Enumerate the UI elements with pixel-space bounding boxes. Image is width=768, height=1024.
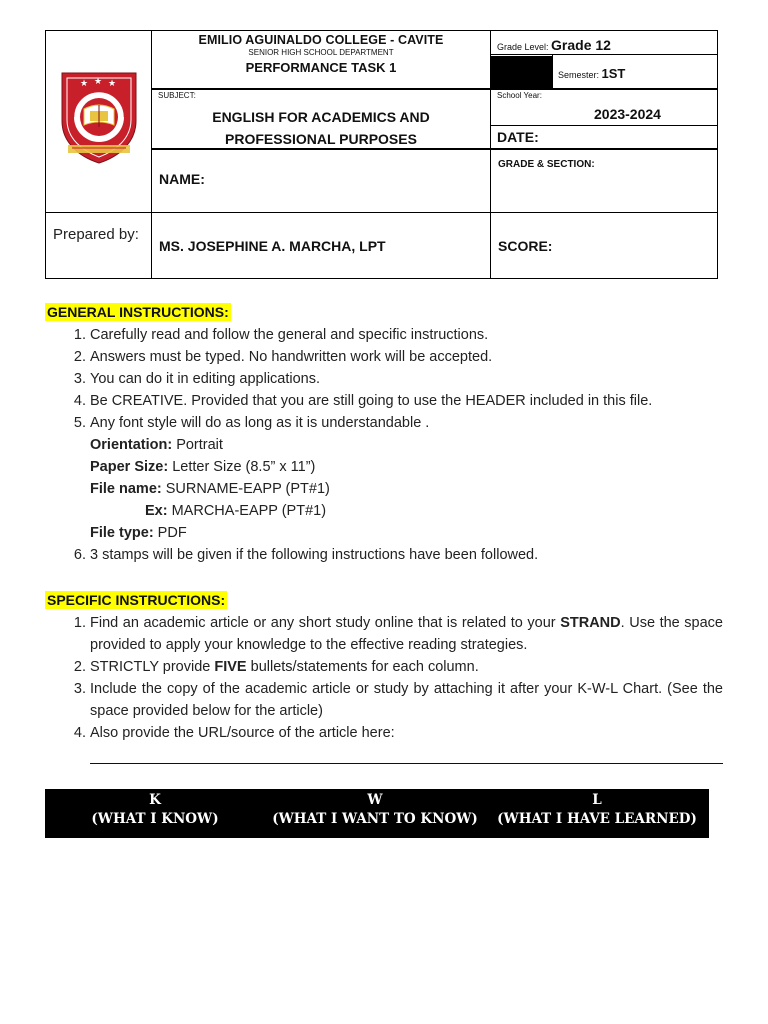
name-field-label: NAME: [159,171,205,187]
paper-size-line [90,456,723,478]
list-item [90,612,723,656]
svg-text:★: ★ [80,79,89,89]
semester [558,66,625,81]
list-item [90,412,723,544]
svg-text:★: ★ [108,79,117,89]
kwl-chart-header [45,789,709,838]
divider [151,88,717,90]
list-item: 4. Also provide the URL/source of the article here: [90,722,723,744]
divider [490,125,717,126]
specific-instructions-list [66,612,723,744]
general-instructions-list [66,324,723,566]
score-label: SCORE: [498,238,553,254]
list-item [90,656,723,678]
grade-level [497,37,611,53]
kwl-column-k [75,791,235,829]
kwl-caption: (WHAT I KNOW) [91,811,219,827]
general-instructions-heading: GENERAL INSTRUCTIONS: [47,304,229,320]
subject-line-2: PROFESSIONAL PURPOSES [225,131,417,147]
grade-level-value: Grade 12 [551,37,611,53]
school-year-label: School Year: [497,91,542,100]
example-label: Ex: [145,503,168,519]
text-run: . Use the space provided to apply your knowledge to the effective reading strategies. [90,615,723,653]
header-table [45,30,718,279]
department-name: SENIOR HIGH SCHOOL DEPARTMENT [248,48,394,57]
text-run: STRICTLY provide [90,659,215,675]
subject-title [152,106,490,150]
example-value: MARCHA-EAPP (PT#1) [167,503,327,519]
kwl-letter: L [592,792,602,808]
kwl-caption: (WHAT I HAVE LEARNED) [497,811,697,827]
list-item: 3. Include the copy of the academic article or study by attaching it after your K-W-L Chart. (See the space provided below for the article) [90,678,723,722]
divider [490,54,717,55]
file-type-value: PDF [153,525,187,541]
paper-size-label: Paper Size: [90,459,169,475]
school-block [152,33,490,75]
example-line [90,500,723,522]
kwl-column-w [270,791,480,829]
orientation-line [90,434,723,456]
subject-label: SUBJECT: [158,91,196,100]
text-run: bullets/statements for each column. [246,659,479,675]
five-emphasis: FIVE [214,659,247,675]
text-run: Find an academic article or any short study online that is related to your [90,615,561,631]
divider [46,212,717,213]
file-name-label: File name: [90,481,162,497]
school-year-value: 2023-2024 [594,106,661,122]
list-item: 3. You can do it in editing applications. [90,368,723,390]
kwl-letter: W [367,792,383,808]
logo-cell [46,31,152,212]
grade-section-label: GRADE & SECTION: [498,159,595,170]
semester-value: 1ST [601,66,626,81]
svg-text:★: ★ [94,77,103,87]
file-type-line [90,522,723,544]
prepared-by-label: Prepared by: [53,226,139,243]
url-answer-line[interactable] [90,763,723,764]
specific-instructions-heading: SPECIFIC INSTRUCTIONS: [47,592,226,608]
semester-label: Semester: [558,70,600,80]
paper-size-value: Letter Size (8.5” x 11”) [168,459,316,475]
list-item: 1. Carefully read and follow the general and specific instructions. [90,324,723,346]
file-name-value: SURNAME-EAPP (PT#1) [161,481,330,497]
date-field-label: DATE: [497,129,539,145]
orientation-value: Portrait [172,437,223,453]
divider [552,55,553,88]
list-item: 4. Be CREATIVE. Provided that you are still going to use the HEADER included in this file. [90,390,723,412]
prepared-by-name: MS. JOSEPHINE A. MARCHA, LPT [159,238,386,254]
kwl-letter: K [149,792,161,808]
kwl-caption: (WHAT I WANT TO KNOW) [272,811,478,827]
task-title: PERFORMANCE TASK 1 [245,60,397,75]
list-item: 2. Answers must be typed. No handwritten work will be accepted. [90,346,723,368]
list-item-text: 5. Any font style will do as long as it is understandable . [90,415,430,431]
subject-line-1: ENGLISH FOR ACADEMICS AND [212,109,430,125]
strand-emphasis: STRAND [560,615,621,631]
orientation-label: Orientation: [90,437,173,453]
list-item: 6. 3 stamps will be given if the following instructions have been followed. [90,544,723,566]
kwl-column-l [487,791,707,829]
file-type-label: File type: [90,525,154,541]
school-name: EMILIO AGUINALDO COLLEGE - CAVITE [198,33,444,47]
redacted-box [491,56,552,88]
college-seal-logo [54,69,144,165]
file-name-line [90,478,723,500]
grade-level-label: Grade Level: [497,42,549,52]
